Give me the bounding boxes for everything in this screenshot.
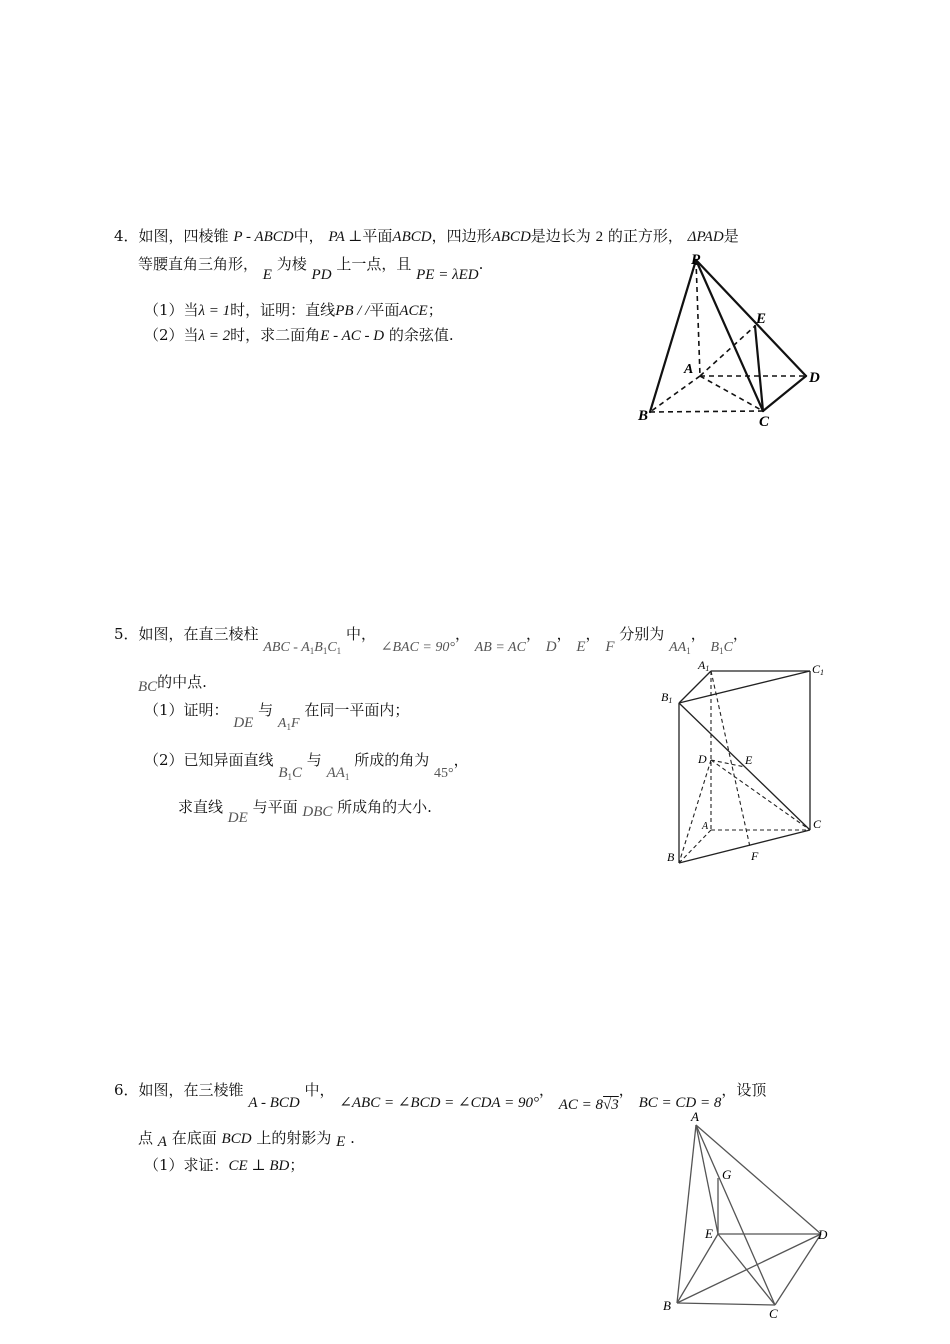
- label-a1: A1: [698, 658, 710, 673]
- problem-4-part-1: （1）当λ = 1时，证明：直线PB / /平面ACE；: [144, 301, 443, 319]
- edge-ab: [679, 830, 711, 863]
- edge-ac: [700, 376, 763, 411]
- problem-5-part-2b: 求直线 DE 与平面 DBC 所成角的大小.: [178, 798, 432, 826]
- problem-4-part-2: （2）当λ = 2时，求二面角E - AC - D 的余弦值.: [144, 326, 454, 344]
- label-e: E: [705, 1226, 713, 1241]
- edge-pa: [696, 260, 700, 376]
- label-c: C: [813, 817, 822, 831]
- problem-6-line-2: 点 A 在底面 BCD 上的射影为 E .: [138, 1129, 355, 1150]
- edge-ec: [718, 1234, 775, 1305]
- edge-b1c1: [679, 671, 810, 703]
- problem-4-line-2: 等腰直角三角形， E 为棱 PD 上一点，且 PE = λED.: [138, 255, 484, 283]
- edge-pb: [650, 260, 696, 412]
- problem-5-part-2: （2）已知异面直线 $B_1C$ 与 $AA_1$ 所成的角为 45°，: [144, 751, 469, 782]
- figure-pyramid-p-abcd: [630, 248, 840, 433]
- label-c: C: [759, 414, 770, 430]
- problem-5-part-1: （1）证明： DE 与 $A_1F$ 在同一平面内；: [144, 701, 410, 732]
- label-b1: B1: [661, 690, 673, 705]
- problem-6-line-1: 6．如图，在三棱锥 A - BCD 中， ∠ABC = ∠BCD = ∠CDA = 90°， AC = 8√3， BC = CD = 8，设顶: [114, 1081, 767, 1113]
- edge-a1b1: [679, 671, 711, 703]
- edge-cd: [763, 376, 806, 411]
- label-d: D: [698, 752, 707, 766]
- label-b: B: [638, 408, 649, 424]
- label-e: E: [756, 311, 767, 327]
- label-f: F: [751, 849, 759, 863]
- label-c1: C1: [812, 662, 825, 677]
- label-d: D: [818, 1227, 828, 1242]
- figure-prism-abc-a1b1c1: [655, 655, 835, 870]
- label-a: A: [691, 1109, 699, 1124]
- edge-de: [711, 760, 745, 767]
- edge-ac: [696, 1125, 775, 1305]
- problem-5-line-2: BC的中点.: [138, 673, 207, 695]
- figure-tetrahedron-a-bcd: [655, 1108, 840, 1320]
- problem-6-part-1: （1）求证：CE ⊥ BD；: [144, 1156, 305, 1174]
- label-a: A: [702, 821, 709, 832]
- label-d: D: [809, 370, 820, 386]
- problem-number: 4．: [114, 227, 139, 245]
- edge-bc: [677, 1303, 775, 1305]
- edge-ab: [650, 376, 700, 412]
- problem-5-line-1: 5．如图，在直三棱柱 ABC - $A_1B_1C_1$ 中， ∠BAC = 90°， AB = AC， D， E， F 分别为 $AA_1$， $B_1C$，: [114, 625, 748, 656]
- label-g: G: [722, 1167, 732, 1182]
- edge-bc: [679, 830, 810, 863]
- label-b: B: [663, 1298, 671, 1313]
- label-c: C: [769, 1306, 778, 1320]
- edge-dc: [711, 760, 810, 830]
- edge-bc: [650, 411, 763, 412]
- problem-4-line-1: 4．如图，四棱锥 P - ABCD中， PA ⊥平面ABCD，四边形ABCD是边长为 2 的正方形， ΔPAD是: [114, 227, 739, 245]
- edge-pc: [696, 260, 763, 411]
- label-a: A: [684, 362, 694, 377]
- label-b: B: [667, 850, 675, 864]
- problem-number: 6．: [114, 1081, 139, 1099]
- edge-pd: [696, 260, 806, 376]
- label-p: P: [691, 252, 701, 268]
- label-e: E: [745, 753, 753, 767]
- edge-db: [679, 760, 711, 863]
- problem-number: 5．: [114, 625, 139, 643]
